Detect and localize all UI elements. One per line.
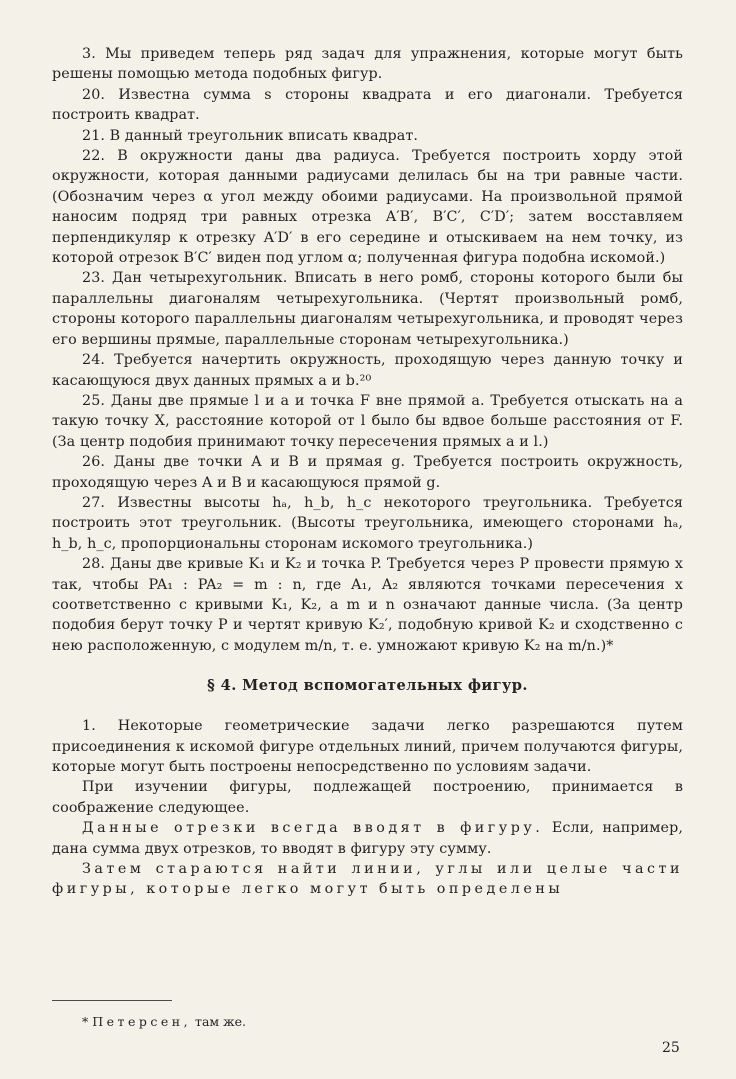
section-paragraph-4: Затем стараются найти линии, углы или целые части фигуры, которые легко могут быть определены (52, 861, 683, 898)
problem-25: 25. Даны две прямые l и a и точка F вне прямой a. Требуется отыскать на a такую точку X, расстояние которой от l было бы вдвое больше расстояния от F. (За центр подобия принимают точку пересечения прямых a и l.) (52, 392, 683, 450)
footnote-marker: * (82, 1014, 89, 1029)
problem-28: 28. Даны две кривые K₁ и K₂ и точка P. Требуется через P провести прямую x так, чтобы PA₁ : PA₂ = m : n, где A₁, A₂ являются точками пересечения x соответственно с кривыми K₁, K₂, а m и n означают данные числа. (За центр подобия берут точку P и чертят кривую K₂′, подобную кривой K₂ и сходственно с нею расположенную, с модулем m/n, т. е. умножают кривую K₂ на m/n.)* (52, 556, 683, 654)
problem-27: 27. Известны высоты hₐ, h_b, h_c некоторого треугольника. Требуется построить этот треугольник. (Высоты треугольника, имеющего сторонами hₐ, h_b, h_c, пропорциональны сторонам искомого треугольника.) (52, 494, 683, 552)
problem-20: 20. Известна сумма s стороны квадрата и его диагонали. Требуется построить квадрат. (52, 86, 683, 124)
footnote-author: Петерсен, (92, 1014, 192, 1029)
section-paragraph-2: При изучении фигуры, подлежащей построению, принимается в соображение следующее. (52, 779, 683, 816)
problem-26: 26. Даны две точки A и B и прямая g. Требуется построить окружность, проходящую через A и B и касающуюся прямой g. (52, 454, 683, 491)
footnote-text: там же. (191, 1014, 246, 1029)
page-number: 25 (662, 1040, 680, 1056)
problem-24: 24. Требуется начертить окружность, проходящую через данную точку и касающуюся двух данных прямых a и b.²⁰ (52, 352, 683, 389)
page-body (52, 44, 683, 900)
section-paragraph-3 (52, 818, 683, 859)
paragraph-intro: 3. Мы приведем теперь ряд задач для упражнения, которые могут быть решены помощью метода подобных фигур. (52, 46, 683, 83)
problem-21: 21. В данный треугольник вписать квадрат. (82, 127, 419, 144)
problem-22: 22. В окружности даны два радиуса. Требуется построить хорду этой окружности, которая данными радиусами делилась бы на три равные части. (Обозначим через α угол между обоими радиусами. На произвольной прямой наносим подряд три равных отрезка A′B′, B′C′, C′D′; затем восставляем перпендикуляр к отрезку A′D′ в его середине и отыскиваем на нем точку, из которой отрезок B′C′ виден под углом α; полученная фигура подобна искомой.) (52, 148, 683, 267)
spaced-emphasis: Данные отрезки всегда вводят в фигуру. (82, 820, 544, 837)
section-paragraph-1: 1. Некоторые геометрические задачи легко разрешаются путем присоединения к искомой фигуре отдельных линий, причем получаются фигуры, которые могут быть построены непосредственно по условиям задачи. (52, 718, 683, 775)
section-title: § 4. Метод вспомогательных фигур. (207, 677, 528, 695)
problem-23: 23. Дан четырехугольник. Вписать в него ромб, стороны которого были бы параллельны диагоналям четырехугольника. (Чертят произвольный ромб, стороны которого параллельны диагоналям четырехугольника, и проводят через его вершины прямые, параллельные сторонам четырехугольника.) (52, 270, 683, 348)
footnote (82, 1014, 246, 1030)
paragraph-rest: Если, например, дана сумма двух отрезков, то вводят в фигуру эту сумму. (52, 820, 683, 857)
footnote-rule (52, 1000, 172, 1001)
